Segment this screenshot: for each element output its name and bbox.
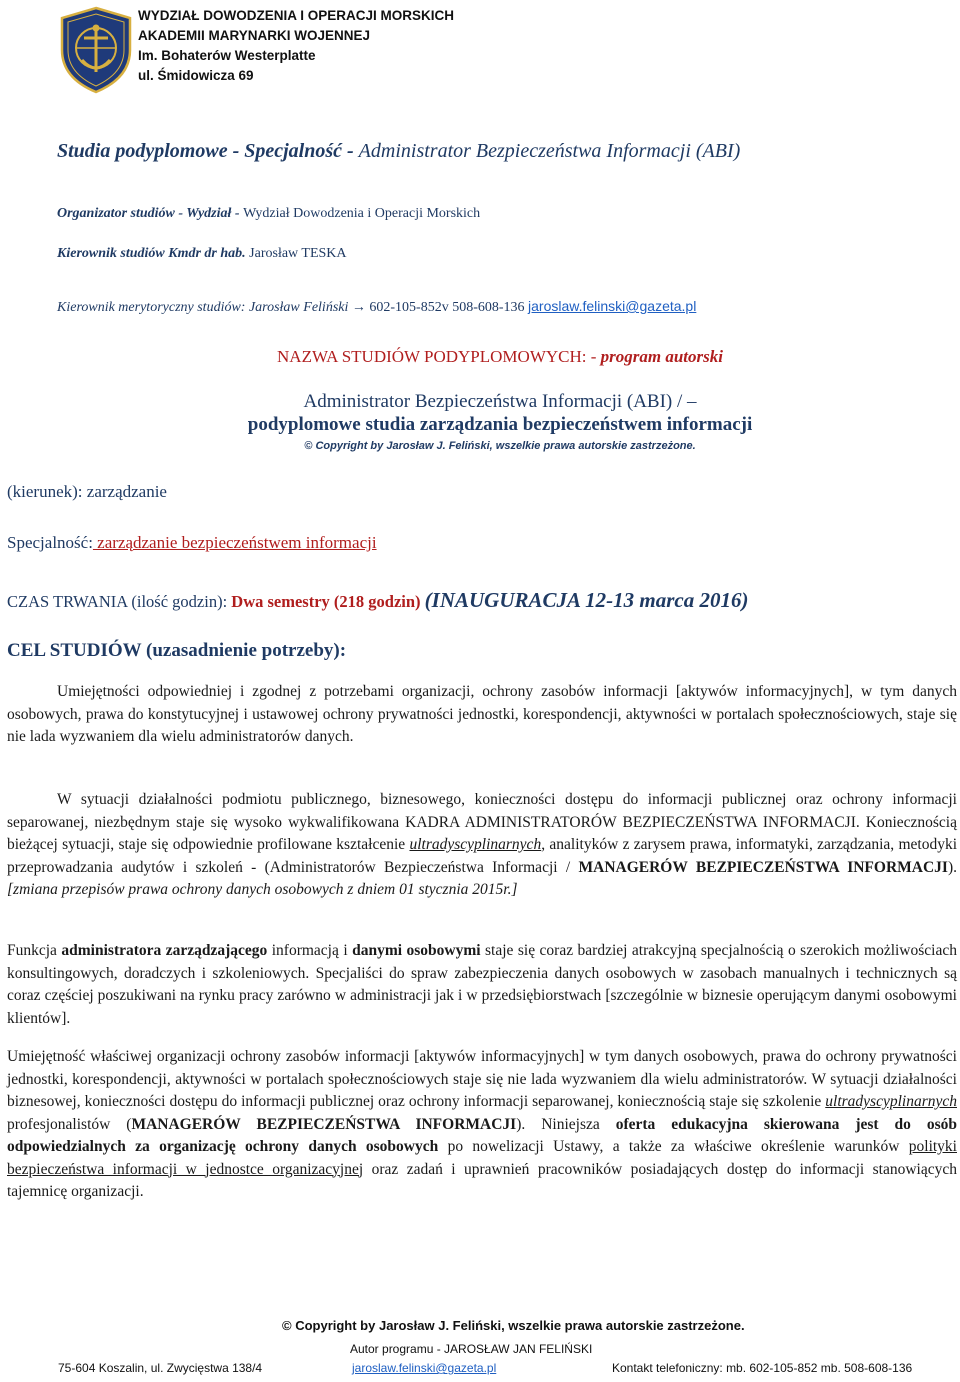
p4-oferta: oferta edukacyjna skierowana jest do osób odpowiedzialnych za organizację ochrony danych osobowych	[7, 1115, 958, 1155]
header-line-3: Im. Bohaterów Westerplatte	[138, 48, 316, 63]
organizer-line	[57, 206, 480, 222]
program-line-2: podyplomowe studia zarządzania bezpieczeństwem informacji	[247, 414, 753, 435]
organizer-label: Organizator studiów - Wydział -	[57, 206, 240, 221]
institution-header	[138, 6, 454, 86]
p4-text-i: oraz zadań i uprawnień pracowników posiadających dostęp do informacji stanowiących tajemnicę organizacji.	[7, 1160, 958, 1200]
czas-value: Dwa semestry (218 godzin)	[231, 592, 421, 611]
arrow-icon: →	[351, 298, 366, 314]
p4-text-c: profesjonalistów (	[7, 1115, 132, 1133]
p4-managerow: MANAGERÓW BEZPIECZEŃSTWA INFORMACJI	[131, 1115, 517, 1133]
header-line-2: AKADEMII MARYNARKI WOJENNEJ	[138, 28, 371, 43]
inauguracja: (INAUGURACJA 12-13 marca 2016)	[424, 588, 749, 612]
paragraph-1	[7, 681, 957, 749]
kierunek: (kierunek): zarządzanie	[7, 482, 167, 501]
cel-heading: CEL STUDIÓW (uzasadnienie potrzeby):	[7, 640, 347, 661]
program-label: NAZWA STUDIÓW PODYPLOMOWYCH: -	[277, 347, 597, 366]
czas-label: CZAS TRWANIA (ilość godzin):	[7, 592, 228, 611]
footer-address: 75-604 Koszalin, ul. Zwycięstwa 138/4	[58, 1361, 263, 1375]
footer-copyright: © Copyright by Jarosław J. Feliński, wszelkie prawa autorskie zastrzeżone.	[282, 1318, 745, 1333]
title-prefix: Studia podyplomowe - Specjalność -	[57, 140, 359, 162]
p4-ultradyscyplinarnych: ultradyscyplinarnych	[825, 1093, 957, 1110]
p2-managerow: MANAGERÓW BEZPIECZEŃSTWA INFORMACJI	[578, 858, 948, 876]
p4-text-g: po nowelizacji Ustawy, a także za właściwe określenie warunków	[438, 1138, 909, 1155]
title-name: Administrator Bezpieczeństwa Informacji (ABI)	[358, 140, 741, 162]
footer-phones: Kontakt telefoniczny: mb. 602-105-852 mb. 508-608-136	[612, 1361, 913, 1375]
paragraph-1-text: Umiejętności odpowiedniej i zgodnej z potrzebami organizacji, ochrony zasobów informacji [aktywów informacyjnych], w tym danych osobowych, prawa do konstytucyjnej i ustawowej ochrony prywatności jednostki, korespondencji, aktywności w portalach społecznościowych, staje się nie lada wyzwaniem dla wielu administratorów danych.	[7, 683, 957, 745]
specjalnosc-label: Specjalność:	[7, 533, 93, 552]
p4-text-a: Umiejętność właściwej organizacji ochrony zasobów informacji [aktywów informacyjnych] w tym danych osobowych, prawa do ochrony prywatności jednostki, korespondencji, aktywności w portalach społecznościowych staje się nie lada wyzwaniem dla wielu administratorów. W sytuacji działalności biznesowej, konieczności dostępu do informacji publicznej oraz ochrony informacji separowanej, koniecznością staje się szkolenie	[7, 1048, 957, 1110]
czas-line	[7, 588, 748, 613]
header-line-1: WYDZIAŁ DOWODZENIA I OPERACJI MORSKICH	[138, 8, 454, 23]
merit-phones: 602-105-852v 508-608-136	[369, 300, 525, 315]
p2-text-a: W sytuacji działalności podmiotu publicznego, biznesowego, konieczności dostępu do informacji publicznej oraz ochrony informacji separowanej, niezbędnym staje się wysoko wykwalifikowana KADRA ADMINISTRATORÓW BEZPIECZEŃSTWA INFORMACJI. Koniecznością bieżącej sytuacji, staje się odpowiednie profilowane kształcenie	[7, 791, 957, 853]
organizer-value: Wydział Dowodzenia i Operacji Morskich	[243, 206, 481, 221]
p3-text-e: staje się coraz bardziej atrakcyjną specjalnością o szerokich możliwościach konsultingowych, doradczych i szkoleniowych. Specjaliści do spraw zabezpieczenia danych osobowych w zasobach manualnych i technicznych są coraz częściej poszukiwani na rynku pracy zarówno w administracji jak i w przedsiębiorstwach [szczególnie w biznesie operującym danymi osobowymi klientów].	[7, 942, 957, 1027]
merit-label: Kierownik merytoryczny studiów: Jarosław Feliński	[57, 300, 349, 315]
head-value: Jarosław TESKA	[245, 246, 347, 261]
p3-text-c: informacją i	[267, 942, 353, 959]
specjalnosc-line	[7, 533, 377, 553]
specjalnosc-value: zarządzanie bezpieczeństwem informacji	[92, 533, 377, 552]
program-line-1: Administrator Bezpieczeństwa Informacji (ABI) / –	[303, 391, 697, 412]
head-label: Kierownik studiów Kmdr dr hab.	[57, 246, 246, 261]
p4-polityki: polityki bezpieczeństwa informacji w jednostce organizacyjnej	[7, 1138, 957, 1178]
faculty-logo	[58, 6, 134, 94]
paragraph-3	[7, 940, 957, 1030]
program-copyright: © Copyright by Jarosław J. Feliński, wszelkie prawa autorskie zastrzeżone.	[304, 440, 696, 452]
p2-text-c: , analityków z zarysem prawa, informatyki, zarządzania, metodyki przeprowadzania audytów i szkoleń - (Administratorów Bezpieczeństwa Informacji /	[7, 836, 957, 876]
paragraph-4	[7, 1046, 957, 1204]
footer-author: Autor programu - JAROSŁAW JAN FELIŃSKI	[350, 1342, 593, 1356]
p3-text-a: Funkcja	[7, 942, 62, 959]
program-label-italic: program autorski	[600, 347, 723, 366]
footer-email-link[interactable]: jaroslaw.felinski@gazeta.pl	[352, 1361, 497, 1375]
header-line-4: ul. Śmidowicza 69	[138, 68, 254, 83]
p4-text-e: ). Niniejsza	[516, 1115, 616, 1133]
p2-ultradyscyplinarnych: ultradyscyplinarnych	[409, 836, 542, 853]
program-label-line	[0, 347, 960, 367]
p2-text-e: ).	[947, 858, 957, 876]
merit-email-link[interactable]: jaroslaw.felinski@gazeta.pl	[528, 298, 697, 314]
p3-administratora: administratora zarządzającego	[61, 942, 268, 959]
p2-zmiana: [zmiana przepisów prawa ochrony danych osobowych z dniem 01 stycznia 2015r.]	[7, 881, 518, 898]
paragraph-2	[7, 789, 957, 902]
merit-line	[57, 298, 696, 316]
page-title	[57, 140, 740, 163]
head-line	[57, 246, 347, 262]
p3-danymi: danymi osobowymi	[352, 942, 481, 959]
